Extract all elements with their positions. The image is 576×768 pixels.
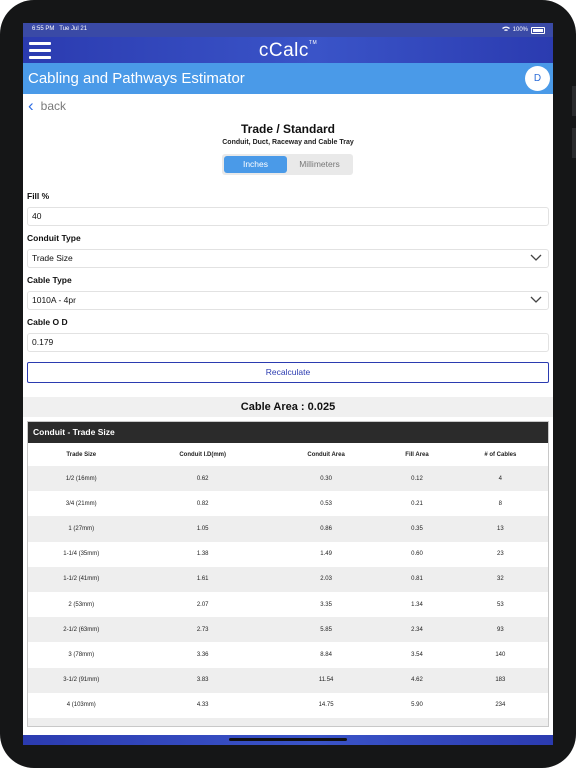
table-cell: 1.38 [135,542,271,567]
table-cell: 1.61 [135,567,271,592]
table-cell: 0.35 [381,516,452,541]
conduit-type-select[interactable] [27,249,549,268]
table-cell: 3.35 [271,592,382,617]
table-cell: 0.30 [271,466,382,491]
table-cell: 23 [453,542,548,567]
app-logo: cCalc™ [258,40,318,61]
table-row [28,617,548,642]
table-cell: 5.90 [381,693,452,718]
table-cell: 3 (78mm) [28,642,135,667]
cable-type-value: 1010A - 4pr [32,295,76,305]
cable-od-label: Cable O D [27,317,68,327]
table-cell: 2.34 [381,617,452,642]
column-header: Conduit Area [271,443,382,466]
status-bar [23,23,553,37]
chevron-down-icon [530,254,542,262]
chevron-down-icon [530,296,542,304]
table-cell: 4 [453,466,548,491]
table-cell: 0.86 [271,516,382,541]
table-cell: 183 [453,668,548,693]
table-cell: 2.07 [135,592,271,617]
table-row [28,693,548,718]
table-row [28,516,548,541]
table-row [28,491,548,516]
table-cell: 0.12 [381,466,452,491]
table-cell: 3/4 (21mm) [28,491,135,516]
table-cell: 3-1/2 (91mm) [28,668,135,693]
table-cell: 1-1/4 (35mm) [28,542,135,567]
page-title-bar [23,63,553,94]
back-button[interactable] [28,96,67,115]
column-header: Fill Area [381,443,452,466]
table-row [28,466,548,491]
table-row [28,668,548,693]
table-cell: 0.82 [135,491,271,516]
table-cell: 2.03 [271,567,382,592]
table-cell: 11.54 [271,668,382,693]
table-cell: 8.84 [271,642,382,667]
section-title: Trade / Standard [240,122,336,136]
table-cell: 1/2 (16mm) [28,466,135,491]
table-cell: 5.85 [271,617,382,642]
table-cell: 32 [453,567,548,592]
conduit-type-label: Conduit Type [27,233,81,243]
table-cell: 13 [453,516,548,541]
side-button [572,128,576,158]
table-cell: 14.75 [271,693,382,718]
table-cell: 3.36 [135,642,271,667]
units-inches-button[interactable]: Inches [224,156,287,173]
table-cell: 1-1/2 (41mm) [28,567,135,592]
table-body [28,466,548,718]
table-cell: 0.62 [135,466,271,491]
table-cell: 0.21 [381,491,452,516]
status-right [502,26,545,34]
table-cell: 4.33 [135,693,271,718]
table-row [28,642,548,667]
table-cell: 4.62 [381,668,452,693]
column-header: Conduit I.D(mm) [135,443,271,466]
battery-icon [531,27,545,34]
units-millimeters-button[interactable]: Millimeters [299,159,340,169]
table-cell: 3.54 [381,642,452,667]
section-subtitle: Conduit, Duct, Raceway and Cable Tray [222,139,354,146]
page-title: Cabling and Pathways Estimator [28,70,245,87]
column-header: Trade Size [28,443,135,466]
table-cell: 0.60 [381,542,452,567]
back-label: back [40,99,67,113]
table-cell: 0.53 [271,491,382,516]
chevron-left-icon: ‹ [28,96,34,115]
conduit-table [27,421,549,727]
table-cell: 1.34 [381,592,452,617]
table-cell: 1.05 [135,516,271,541]
cable-type-label: Cable Type [27,275,72,285]
battery-percent: 100% [512,27,528,33]
table-cell: 2.73 [135,617,271,642]
column-header: # of Cables [453,443,548,466]
table-cell: 4 (103mm) [28,693,135,718]
side-button [572,86,576,116]
units-toggle [222,154,353,175]
app-screen [23,23,553,745]
table-cell: 2-1/2 (63mm) [28,617,135,642]
conduit-data-table [28,443,548,718]
table-cell: 0.81 [381,567,452,592]
home-indicator[interactable] [229,738,347,741]
fill-label: Fill % [27,191,50,201]
conduit-type-value: Trade Size [32,253,73,263]
table-cell: 3.83 [135,668,271,693]
table-title: Conduit - Trade Size [28,422,548,443]
table-cell: 234 [453,693,548,718]
cable-area-value: 0.025 [307,401,336,413]
status-time: 6:55 PM Tue Jul 21 [32,26,88,32]
table-cell: 53 [453,592,548,617]
table-row [28,567,548,592]
table-cell: 8 [453,491,548,516]
table-cell: 2 (53mm) [28,592,135,617]
app-header [23,37,553,63]
table-cell: 1 (27mm) [28,516,135,541]
table-row [28,542,548,567]
wifi-icon [502,26,510,34]
cable-type-select[interactable] [27,291,549,310]
recalculate-button[interactable]: Recalculate [27,362,549,383]
cable-area-result [23,397,553,417]
cable-area-label: Cable Area : [240,401,305,413]
table-cell: 140 [453,642,548,667]
table-cell: 93 [453,617,548,642]
avatar[interactable]: D [525,66,550,91]
cable-od-input[interactable]: 0.179 [27,333,549,352]
table-cell: 1.49 [271,542,382,567]
fill-input[interactable]: 40 [27,207,549,226]
table-row [28,592,548,617]
